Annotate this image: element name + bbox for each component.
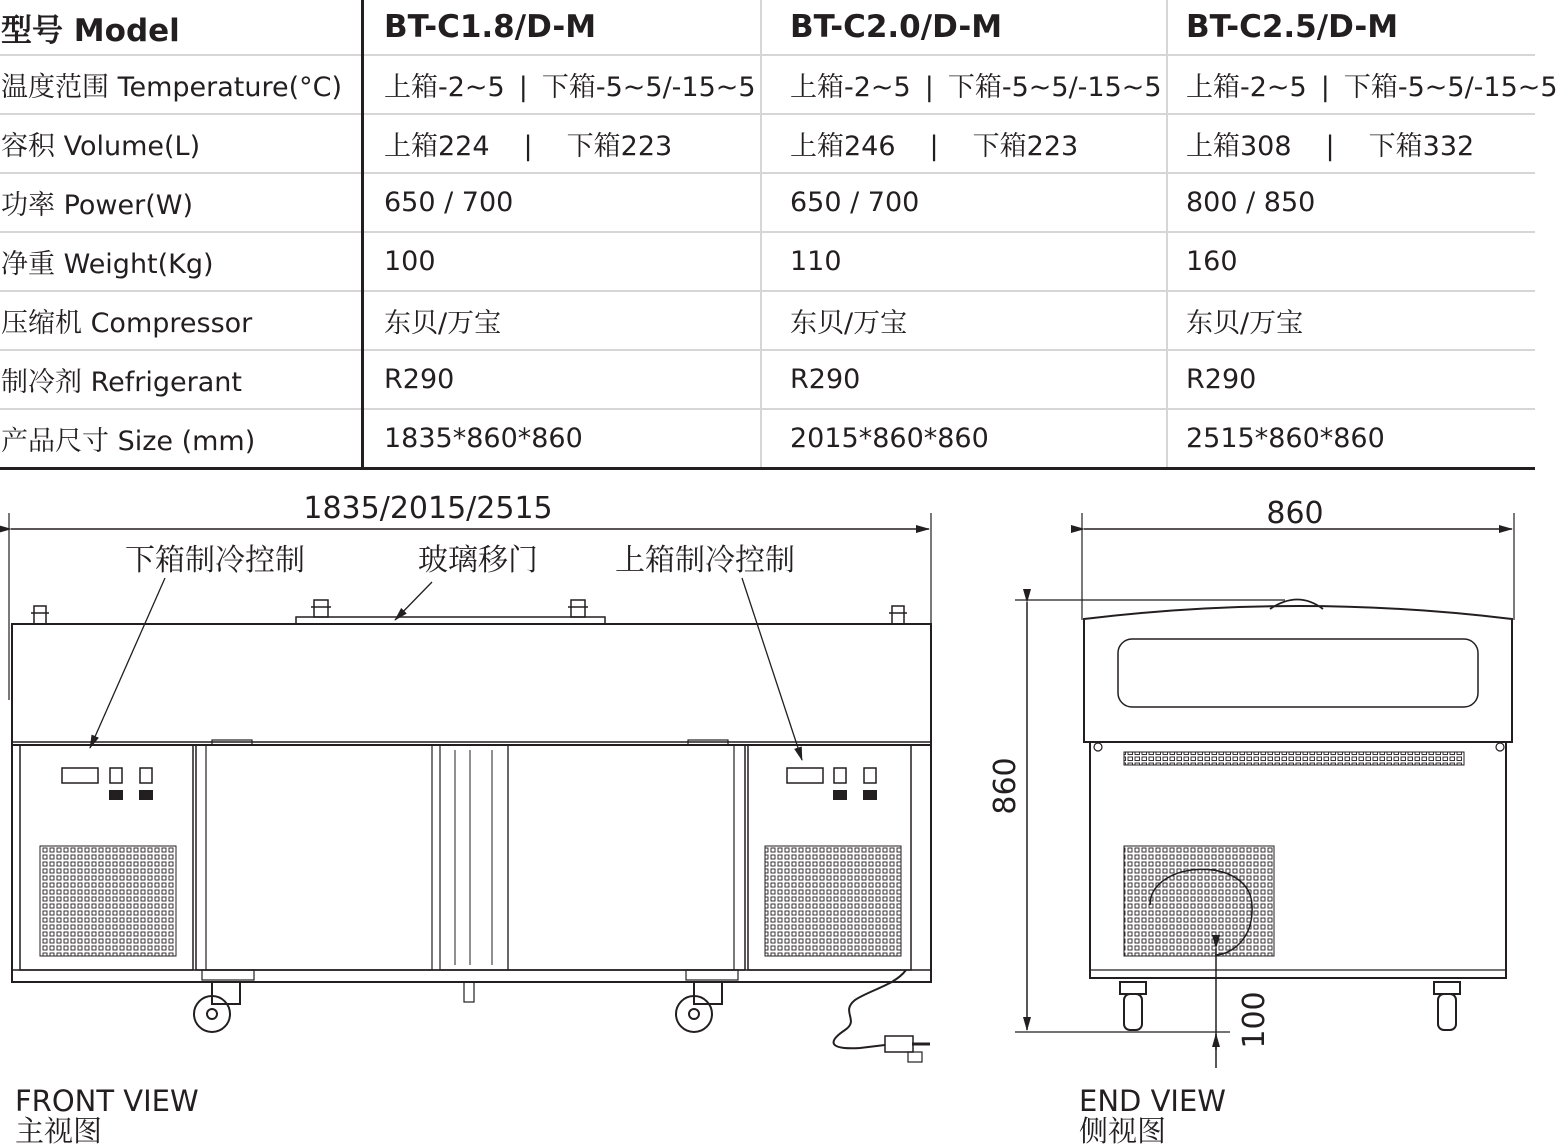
cell-separator: | xyxy=(1325,131,1335,162)
table-cell: 东贝/万宝 xyxy=(363,291,762,350)
table-cell xyxy=(363,55,762,114)
table-row xyxy=(0,114,1535,173)
table-cell xyxy=(761,55,1167,114)
table-cell: 110 xyxy=(761,232,1167,291)
cell-lower: 下箱223 xyxy=(972,131,1079,162)
front-view-caption xyxy=(15,1086,199,1146)
table-cell: 650 / 700 xyxy=(363,173,762,232)
table-cell xyxy=(761,114,1167,173)
end-view-caption-zh: 侧视图 xyxy=(1079,1114,1167,1148)
lower-control-callout: 下箱制冷控制 xyxy=(125,543,305,578)
table-cell: 800 / 850 xyxy=(1167,173,1535,232)
table-cell: 东贝/万宝 xyxy=(761,291,1167,350)
cell-upper: 上箱-2~5 xyxy=(790,72,911,103)
cell-lower: 下箱-5~5/-15~5 xyxy=(541,72,756,103)
front-width-dimension: 1835/2015/2515 xyxy=(303,491,553,526)
table-cell: 100 xyxy=(363,232,762,291)
cell-lower: 下箱-5~5/-15~5 xyxy=(947,72,1162,103)
table-row xyxy=(0,232,1535,291)
row-label: 压缩机 Compressor xyxy=(0,291,363,350)
drawing-labels xyxy=(125,491,1324,1049)
cell-upper: 上箱224 xyxy=(384,131,490,162)
upper-control-callout: 上箱制冷控制 xyxy=(615,543,795,578)
door-handle-knobs xyxy=(31,600,907,624)
technical-drawing xyxy=(0,470,1535,1148)
table-cell: 2515*860*860 xyxy=(1186,423,1385,454)
end-height-dimension: 860 xyxy=(988,757,1023,815)
table-row xyxy=(0,291,1535,350)
row-label: 净重 Weight(Kg) xyxy=(0,232,363,291)
cell-upper: 上箱308 xyxy=(1186,131,1292,162)
leg-height-dimension: 100 xyxy=(1237,991,1272,1049)
cell-lower: 下箱223 xyxy=(566,131,673,162)
end-view xyxy=(1015,513,1514,1068)
end-view-caption-en: END VIEW xyxy=(1079,1084,1226,1118)
plug-icon xyxy=(885,1036,913,1052)
cell-separator: | xyxy=(929,131,939,162)
table-cell: 650 / 700 xyxy=(761,173,1167,232)
cell-separator: | xyxy=(1320,72,1330,103)
table-cell xyxy=(1167,114,1535,173)
table-cell: 160 xyxy=(1167,232,1535,291)
caster-wheel-icon xyxy=(1120,982,1460,1030)
header-label: 型号 Model xyxy=(0,0,363,55)
cell-lower: 下箱332 xyxy=(1368,131,1475,162)
row-label: 容积 Volume(L) xyxy=(0,114,363,173)
cell-upper: 上箱-2~5 xyxy=(384,72,505,103)
table-row xyxy=(0,173,1535,232)
cell-upper: 上箱246 xyxy=(790,131,896,162)
table-cell: R290 xyxy=(363,350,762,409)
front-view-caption-en: FRONT VIEW xyxy=(15,1084,199,1118)
model-2: BT-C2.0/D-M xyxy=(761,0,1167,55)
caster-wheel-icon xyxy=(194,982,722,1032)
front-view xyxy=(9,513,931,1062)
vent-grille xyxy=(765,846,901,956)
cell-separator: | xyxy=(523,131,533,162)
table-row xyxy=(0,350,1535,409)
cell-lower: 下箱-5~5/-15~5 xyxy=(1343,72,1558,103)
table-row xyxy=(0,55,1535,114)
table-cell: R290 xyxy=(1167,350,1535,409)
end-depth-dimension: 860 xyxy=(1266,496,1324,531)
spec-table xyxy=(0,0,1558,470)
cell-separator: | xyxy=(518,72,528,103)
table-cell xyxy=(363,114,762,173)
cell-separator: | xyxy=(924,72,934,103)
vent-slots xyxy=(1124,752,1464,765)
row-label: 温度范围 Temperature(°C) xyxy=(0,55,363,114)
row-label: 产品尺寸 Size (mm) xyxy=(0,409,363,469)
table-cell: 1835*860*860 xyxy=(363,409,762,469)
table-cell: 东贝/万宝 xyxy=(1167,291,1535,350)
model-3: BT-C2.5/D-M xyxy=(1167,0,1535,55)
cell-upper: 上箱-2~5 xyxy=(1186,72,1307,103)
row-label: 功率 Power(W) xyxy=(0,173,363,232)
glass-door-callout: 玻璃移门 xyxy=(418,543,538,578)
vent-grille xyxy=(40,846,176,956)
row-label: 制冷剂 Refrigerant xyxy=(0,350,363,409)
front-view-caption-zh: 主视图 xyxy=(15,1114,103,1148)
end-view-caption xyxy=(1079,1086,1226,1146)
table-cell: 2015*860*860 xyxy=(761,409,1167,469)
model-1: BT-C1.8/D-M xyxy=(363,0,762,55)
table-cell xyxy=(1167,55,1558,114)
table-header-row xyxy=(0,0,1535,55)
table-row xyxy=(0,409,1535,469)
table-cell: R290 xyxy=(761,350,1167,409)
